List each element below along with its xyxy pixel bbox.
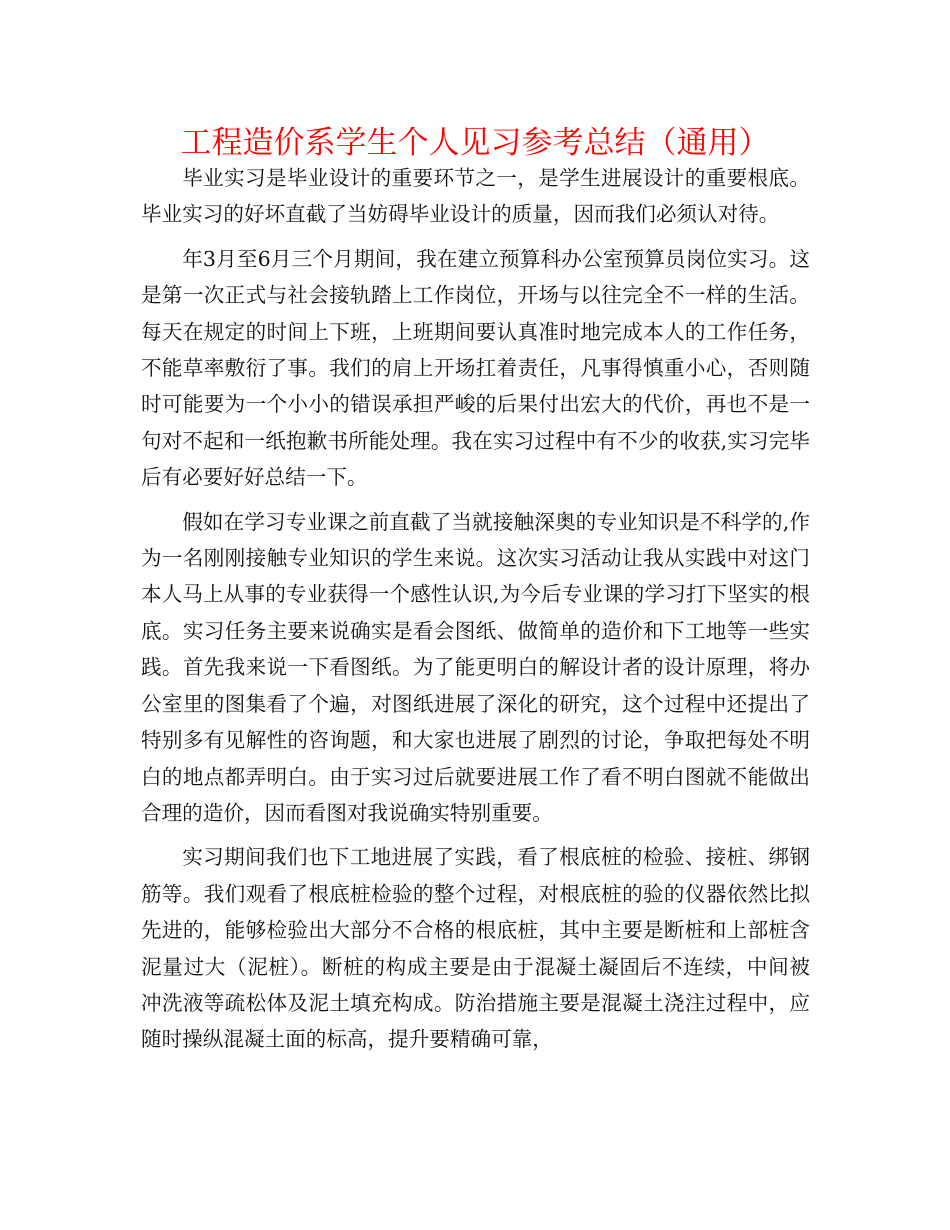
paragraph-2: 年3月至6月三个月期间，我在建立预算科办公室预算员岗位实习。这是第一次正式与社会接轨踏上工作岗位，开场与以往完全不一样的生活。每天在规定的时间上下班，上班期间要认真准时地完成本人的工作任务，不能草率敷衍了事。我们的肩上开场扛着责任，凡事得慎重小心，否则随时可能要为一个小小的错误承担严峻的后果付出宏大的代价，再也不是一句对不起和一纸抱歉书所能处理。我在实习过程中有不少的收获,实习完毕后有必要好好总结一下。 (141, 246, 810, 490)
paragraph-1: 毕业实习是毕业设计的重要环节之一，是学生进展设计的重要根底。毕业实习的好坏直截了当妨碍毕业设计的质量，因而我们必须认对待。 (141, 166, 810, 227)
document-title: 工程造价系学生个人见习参考总结（通用） (180, 125, 770, 161)
paragraph-4: 实习期间我们也下工地进展了实践，看了根底桩的检验、接桩、绑钢筋等。我们观看了根底桩检验的整个过程，对根底桩的验的仪器依然比拟先进的，能够检验出大部分不合格的根底桩，其中主要是断桩和上部桩含泥量过大（泥桩）。断桩的构成主要是由于混凝土凝固后不连续，中间被冲洗液等疏松体及泥土填充构成。防治措施主要是混凝土浇注过程中，应随时操纵混凝土面的标高，提升要精确可靠， (141, 845, 810, 1052)
document-body (141, 160, 810, 1066)
paragraph-3: 假如在学习专业课之前直截了当就接触深奥的专业知识是不科学的,作为一名刚刚接触专业知识的学生来说。这次实习活动让我从实践中对这门本人马上从事的专业获得一个感性认识,为今后专业课的学习打下坚实的根底。实习任务主要来说确实是看会图纸、做简单的造价和下工地等一些实践。首先我来说一下看图纸。为了能更明白的解设计者的设计原理，将办公室里的图集看了个遍，对图纸进展了深化的研究，这个过程中还提出了特别多有见解性的咨询题，和大家也进展了剧烈的讨论，争取把每处不明白的地点都弄明白。由于实习过后就要进展工作了看不明白图就不能做出合理的造价，因而看图对我说确实特别重要。 (141, 509, 810, 825)
